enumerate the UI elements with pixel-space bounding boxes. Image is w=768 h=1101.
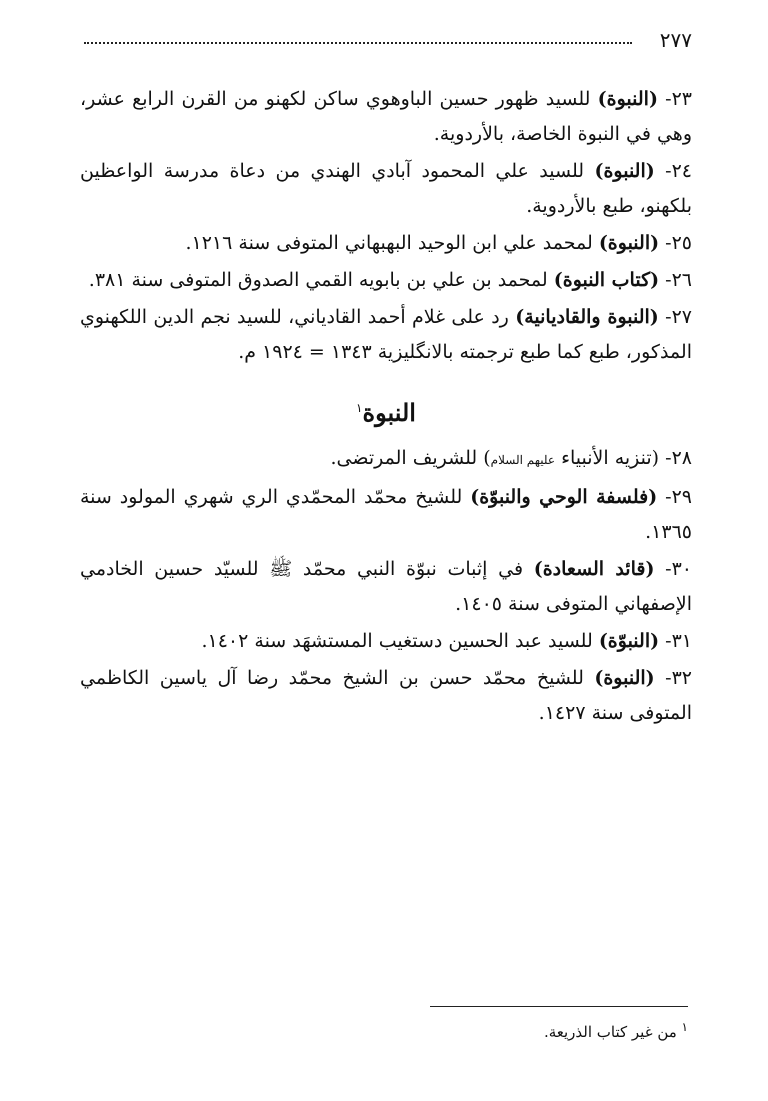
- entry-number: ٣٠-: [654, 558, 692, 580]
- entry-number: ٢٨-: [659, 447, 692, 469]
- entry-number: ٣٢-: [654, 667, 692, 689]
- entry-title: (النبوة): [597, 88, 658, 110]
- page-number: ٢٧٧: [659, 28, 692, 52]
- footnote-mark: ١: [681, 1020, 688, 1034]
- entry-32: [80, 661, 692, 731]
- entry-description: في إثبات نبوّة النبي محمّد ﷺ للسيّد حسين الخادمي الإصفهاني المتوفى سنة ١٤٠٥.: [80, 558, 692, 615]
- entry-title: (النبوّة): [598, 630, 660, 652]
- entry-title: (كتاب النبوة): [553, 269, 660, 291]
- entry-description: للسيد علي المحمود آبادي الهندي من دعاة مدرسة الواعظين بلكهنو، طبع بالأردوية.: [80, 160, 692, 217]
- entry-26: [80, 263, 692, 298]
- entry-description: رد على غلام أحمد القادياني، للسيد نجم الدين اللكهنوي المذكور، طبع كما طبع ترجمته بالانگليزية ١٣٤٣ = ١٩٢٤ م.: [80, 306, 692, 363]
- entry-description: للسيد عبد الحسين دستغيب المستشهَد سنة ١٤٠٢.: [201, 630, 599, 652]
- entry-24: [80, 154, 692, 224]
- entry-description: للشريف المرتضى.: [330, 447, 484, 469]
- entry-title: [483, 447, 659, 469]
- section-heading: [80, 388, 692, 433]
- section-title: النبوة: [362, 398, 416, 427]
- entry-28: [80, 441, 692, 478]
- entry-title: (فلسفة الوحي والنبوّة): [470, 486, 658, 508]
- page-header: [80, 28, 692, 54]
- page-body: [80, 82, 692, 733]
- entry-description: لمحمد علي ابن الوحيد البهبهاني المتوفى سنة ١٢١٦.: [185, 232, 599, 254]
- entry-description: للشيخ محمّد المحمّدي الري شهري المولود سنة ١٣٦٥.: [80, 486, 692, 543]
- entry-description: للشيخ محمّد حسن بن الشيخ محمّد رضا آل ياسين الكاظمي المتوفى سنة ١٤٢٧.: [80, 667, 692, 724]
- entry-number: ٣١-: [659, 630, 692, 652]
- entry-31: [80, 624, 692, 659]
- entry-number: ٢٧-: [658, 306, 692, 328]
- entry-title: (قائد السعادة): [533, 558, 655, 580]
- entry-title: (النبوة والقاديانية): [515, 306, 659, 328]
- entry-29: [80, 480, 692, 550]
- entry-27: [80, 300, 692, 370]
- footnote-text: من غير كتاب الذريعة.: [543, 1023, 682, 1041]
- footnote: [544, 1020, 688, 1041]
- header-dotted-leader: [84, 42, 632, 44]
- entry-30: [80, 552, 692, 622]
- entry-title: (النبوة): [594, 160, 655, 182]
- entry-number: ٢٩-: [657, 486, 692, 508]
- entry-title-close: ): [483, 447, 491, 469]
- entry-title: (النبوة): [594, 667, 655, 689]
- entry-title: (النبوة): [598, 232, 660, 254]
- footnote-separator: [430, 1006, 688, 1007]
- entry-title-text: (تنزيه الأنبياء: [555, 447, 660, 469]
- footnote-reference: ١: [356, 401, 363, 415]
- entry-23: [80, 82, 692, 152]
- entry-description: للسيد ظهور حسين الباوهوي ساكن لكهنو من القرن الرابع عشر، وهي في النبوة الخاصة، بالأردوية.: [80, 88, 692, 145]
- entry-number: ٢٦-: [659, 269, 692, 291]
- entry-number: ٢٥-: [659, 232, 692, 254]
- honorific-glyph: عليهم السلام: [490, 453, 556, 467]
- entry-number: ٢٣-: [657, 88, 692, 110]
- entry-number: ٢٤-: [654, 160, 693, 182]
- entry-description: لمحمد بن علي بن بابويه القمي الصدوق المتوفى سنة ٣٨١.: [88, 269, 554, 291]
- entry-25: [80, 226, 692, 261]
